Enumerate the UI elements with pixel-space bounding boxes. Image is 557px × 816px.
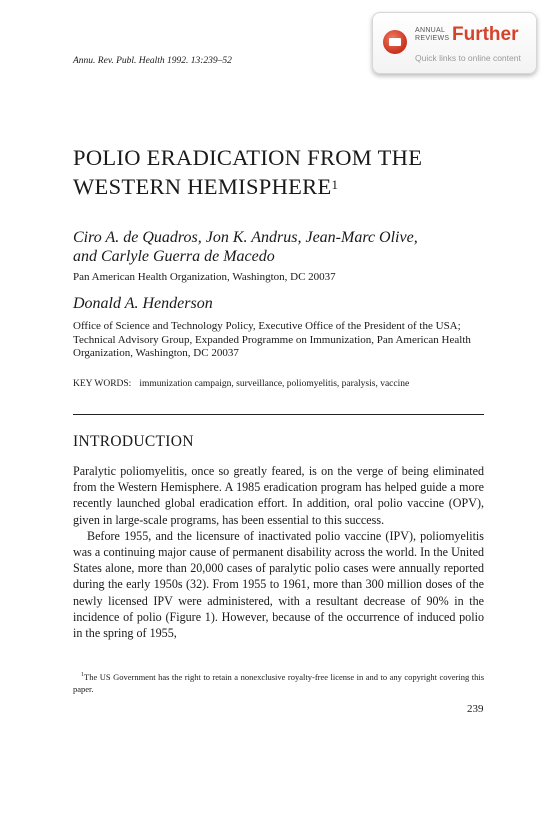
footnote-mark: 1 bbox=[81, 672, 84, 678]
keywords bbox=[73, 379, 409, 389]
title-footnote-mark: 1 bbox=[331, 177, 339, 192]
keywords-label: KEY WORDS: bbox=[73, 379, 132, 389]
section-divider bbox=[73, 414, 484, 415]
section-heading-introduction: INTRODUCTION bbox=[73, 433, 194, 450]
title-line-1: POLIO ERADICATION FROM THE bbox=[73, 145, 423, 170]
authors-line-1: Ciro A. de Quadros, Jon K. Andrus, Jean-Marc Olive, bbox=[73, 229, 418, 246]
title-line-2: WESTERN HEMISPHERE bbox=[73, 174, 332, 199]
further-badge-annual: ANNUAL bbox=[415, 27, 446, 34]
author-henderson: Donald A. Henderson bbox=[73, 295, 213, 312]
further-badge[interactable] bbox=[372, 12, 537, 74]
page-number: 239 bbox=[467, 703, 484, 715]
affiliation-2: Office of Science and Technology Policy, Executive Office of the President of the USA; Technical Advisory Group, Expanded Programme on Immunization, Pan American Health Organization, Washington, DC 20037 bbox=[73, 320, 471, 359]
keywords-values: immunization campaign, surveillance, poliomyelitis, paralysis, vaccine bbox=[139, 379, 410, 389]
introduction-paragraph-1: Paralytic poliomyelitis, once so greatly feared, is on the verge of being eliminated from the Western Hemisphere. A 1985 eradication program has helped guide a more recently launched global eradication effort. In addition, oral polio vaccine (OPV), given in large-scale programs, has been essential to this success. bbox=[73, 464, 484, 527]
journal-reference: Annu. Rev. Publ. Health 1992. 13:239–52 bbox=[73, 56, 232, 66]
annual-reviews-logo-icon bbox=[383, 30, 407, 54]
article-title bbox=[73, 143, 493, 201]
introduction-body bbox=[73, 463, 484, 641]
further-badge-subtitle: Quick links to online content bbox=[415, 53, 521, 63]
further-badge-reviews: REVIEWS bbox=[415, 35, 450, 42]
affiliation-1: Pan American Health Organization, Washington, DC 20037 bbox=[73, 271, 336, 283]
footnote bbox=[73, 669, 484, 695]
footnote-text: The US Government has the right to retain a nonexclusive royalty-free license in and to any copyright covering this paper. bbox=[73, 671, 484, 694]
author-list bbox=[73, 228, 493, 266]
introduction-paragraph-2: Before 1955, and the licensure of inactivated polio vaccine (IPV), poliomyelitis was a continuing major cause of permanent disability across the world. In the United States alone, more than 20,000 cases of paralytic polio cases were annually reported during the early 1950s (32). From 1955 to 1961, more than 300 million doses of the newly licensed IPV were administered, with a resultant decrease of 90% in the incidence of polio (Figure 1). However, because of the occurrence of induced polio in the spring of 1955, bbox=[73, 528, 484, 641]
authors-line-2: and Carlyle Guerra de Macedo bbox=[73, 248, 275, 265]
further-badge-word: Further bbox=[452, 24, 519, 45]
further-badge-publisher bbox=[415, 27, 449, 43]
